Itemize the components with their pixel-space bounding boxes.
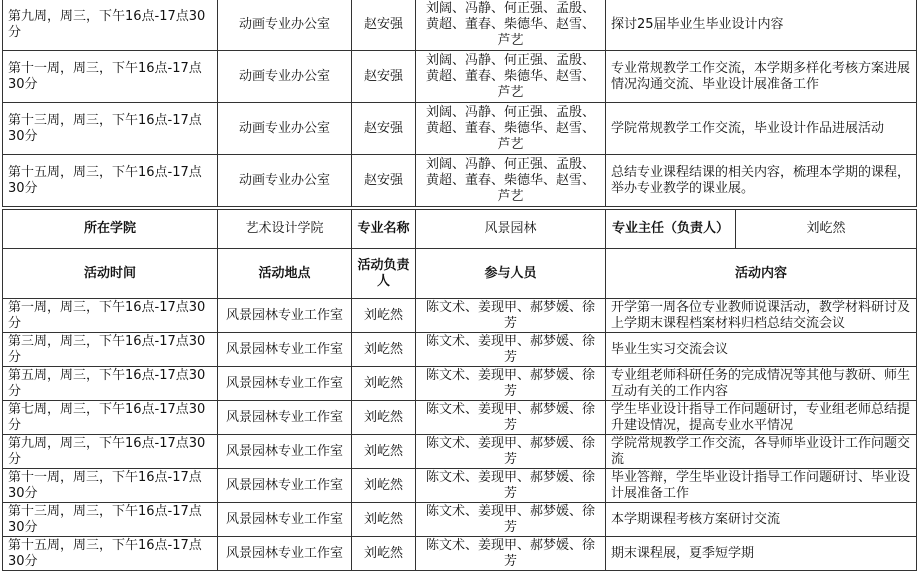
table-row — [3, 155, 917, 207]
college-value: 艺术设计学院 — [218, 210, 352, 249]
header-content: 活动内容 — [606, 249, 917, 299]
activity-time: 第三周，周三，下午16点-17点30分 — [3, 333, 218, 367]
activity-content: 毕业生实习交流会议 — [606, 333, 917, 367]
activity-participants: 刘阔、冯静、何正强、孟殷、黄超、董春、柴德华、赵雪、芦艺 — [416, 155, 606, 207]
activity-time: 第十三周，周三，下午16点-17点30分 — [3, 503, 218, 537]
activity-place: 动画专业办公室 — [218, 51, 352, 103]
activity-place: 风景园林专业工作室 — [218, 503, 352, 537]
activity-content: 学院常规教学工作交流，毕业设计作品进展活动 — [606, 103, 917, 155]
table-row — [3, 51, 917, 103]
header-time: 活动时间 — [3, 249, 218, 299]
activity-leader: 赵安强 — [352, 155, 416, 207]
activity-leader: 刘屹然 — [352, 401, 416, 435]
activity-leader: 刘屹然 — [352, 333, 416, 367]
activity-time: 第十五周，周三，下午16点-17点30分 — [3, 155, 218, 207]
college-label: 所在学院 — [3, 210, 218, 249]
table-row — [3, 469, 917, 503]
activity-content: 学生毕业设计指导工作问题研讨，专业组老师总结提升建设情况，提高专业水平情况 — [606, 401, 917, 435]
activity-place: 风景园林专业工作室 — [218, 469, 352, 503]
activity-participants: 刘阔、冯静、何正强、孟殷、黄超、董春、柴德华、赵雪、芦艺 — [416, 0, 606, 51]
activity-content: 本学期课程考核方案研讨交流 — [606, 503, 917, 537]
table-row — [3, 435, 917, 469]
activity-leader: 赵安强 — [352, 0, 416, 51]
major-label: 专业名称 — [352, 210, 416, 249]
activity-participants: 陈文术、姜现甲、郝梦媛、徐芳 — [416, 367, 606, 401]
activity-leader: 刘屹然 — [352, 537, 416, 571]
activity-leader: 赵安强 — [352, 51, 416, 103]
major-value: 风景园林 — [416, 210, 606, 249]
activity-content: 探讨25届毕业生毕业设计内容 — [606, 0, 917, 51]
table-row — [3, 503, 917, 537]
table-row — [3, 0, 917, 51]
header-row — [3, 249, 917, 299]
activity-time: 第十五周，周三，下午16点-17点30分 — [3, 537, 218, 571]
activity-content: 专业常规教学工作交流，本学期多样化考核方案进展情况沟通交流、毕业设计展准备工作 — [606, 51, 917, 103]
activity-place: 风景园林专业工作室 — [218, 299, 352, 333]
activity-leader: 刘屹然 — [352, 503, 416, 537]
activity-time: 第十一周，周三，下午16点-17点30分 — [3, 51, 218, 103]
activity-leader: 刘屹然 — [352, 469, 416, 503]
table-row — [3, 367, 917, 401]
activity-place: 动画专业办公室 — [218, 103, 352, 155]
activity-content: 专业组老师科研任务的完成情况等其他与教研、师生互动有关的工作内容 — [606, 367, 917, 401]
activity-participants: 陈文术、姜现甲、郝梦媛、徐芳 — [416, 435, 606, 469]
activity-content: 开学第一周各位专业教师说课活动，教学材料研讨及上学期末课程档案材料归档总结交流会议 — [606, 299, 917, 333]
activity-time: 第十三周，周三，下午16点-17点30分 — [3, 103, 218, 155]
activity-participants: 陈文术、姜现甲、郝梦媛、徐芳 — [416, 333, 606, 367]
table-row — [3, 333, 917, 367]
activity-participants: 刘阔、冯静、何正强、孟殷、黄超、董春、柴德华、赵雪、芦艺 — [416, 103, 606, 155]
table-row — [3, 299, 917, 333]
activity-place: 风景园林专业工作室 — [218, 367, 352, 401]
table-row — [3, 537, 917, 571]
activity-participants: 陈文术、姜现甲、郝梦媛、徐芳 — [416, 299, 606, 333]
activity-content: 毕业答辩，学生毕业设计指导工作问题研讨、毕业设计展准备工作 — [606, 469, 917, 503]
info-row — [3, 210, 917, 249]
header-leader: 活动负责人 — [352, 249, 416, 299]
activity-leader: 刘屹然 — [352, 435, 416, 469]
director-value: 刘屹然 — [736, 210, 917, 249]
animation-activity-table — [2, 0, 917, 207]
header-participants: 参与人员 — [416, 249, 606, 299]
activity-participants: 刘阔、冯静、何正强、孟殷、黄超、董春、柴德华、赵雪、芦艺 — [416, 51, 606, 103]
activity-place: 风景园林专业工作室 — [218, 435, 352, 469]
activity-time: 第七周，周三，下午16点-17点30分 — [3, 401, 218, 435]
activity-place: 风景园林专业工作室 — [218, 401, 352, 435]
table-row — [3, 103, 917, 155]
activity-place: 动画专业办公室 — [218, 155, 352, 207]
activity-leader: 刘屹然 — [352, 299, 416, 333]
activity-time: 第九周，周三，下午16点-17点30分 — [3, 0, 218, 51]
activity-content: 总结专业课程结课的相关内容，梳理本学期的课程，举办专业教学的课业展。 — [606, 155, 917, 207]
activity-place: 动画专业办公室 — [218, 0, 352, 51]
activity-content: 期末课程展，夏季短学期 — [606, 537, 917, 571]
activity-content: 学院常规教学工作交流，各导师毕业设计工作问题交流 — [606, 435, 917, 469]
landscape-activity-table — [2, 209, 917, 571]
table-row — [3, 401, 917, 435]
activity-participants: 陈文术、姜现甲、郝梦媛、徐芳 — [416, 401, 606, 435]
activity-participants: 陈文术、姜现甲、郝梦媛、徐芳 — [416, 537, 606, 571]
activity-time: 第十一周，周三，下午16点-17点30分 — [3, 469, 218, 503]
activity-participants: 陈文术、姜现甲、郝梦媛、徐芳 — [416, 503, 606, 537]
activity-place: 风景园林专业工作室 — [218, 537, 352, 571]
activity-leader: 刘屹然 — [352, 367, 416, 401]
activity-place: 风景园林专业工作室 — [218, 333, 352, 367]
activity-leader: 赵安强 — [352, 103, 416, 155]
activity-time: 第五周，周三，下午16点-17点30分 — [3, 367, 218, 401]
activity-time: 第九周，周三，下午16点-17点30分 — [3, 435, 218, 469]
activity-participants: 陈文术、姜现甲、郝梦媛、徐芳 — [416, 469, 606, 503]
director-label: 专业主任（负责人） — [606, 210, 736, 249]
activity-time: 第一周，周三，下午16点-17点30分 — [3, 299, 218, 333]
header-place: 活动地点 — [218, 249, 352, 299]
